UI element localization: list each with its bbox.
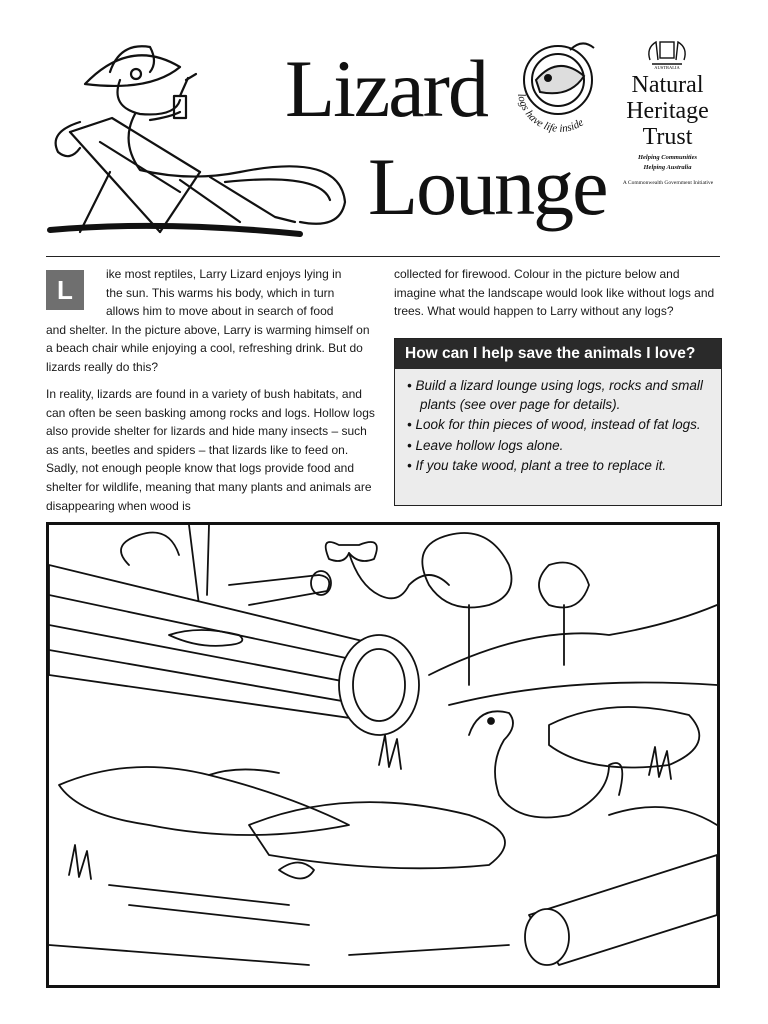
org-name-line1: Natural [631,72,704,98]
habitat-paragraph: In reality, lizards are found in a variety of bush habitats, and can often be seen basking among rocks and logs. Hollow logs also provide shelter for lizards and hide many insects – such as ants, beetles and spiders – that lizards like to feed on. Sadly, not enough people know that logs provide food and shelter for wildlife, meaning that many plants and animals are disappearing when wood is [46,387,375,513]
australia-crest-icon [642,36,692,70]
help-list-item: • Leave hollow logs alone. [407,437,564,453]
org-name-line3: Trust [642,124,693,150]
tagline-line1: Helping Communities [637,154,698,161]
page-title-line1: Lizard [285,43,487,134]
intro-line3: allows him to move about in search of food [106,304,334,319]
colour-in-paragraph: collected for firewood. Colour in the picture below and imagine what the landscape would look like without logs and trees. What would happen to Larry without any logs? [394,267,715,319]
tagline-line2: Helping Australia [643,164,692,171]
org-name-line2: Heritage [626,98,709,124]
help-box [394,338,722,506]
intro-line1: ike most reptiles, Larry Lizard enjoys lying in [106,267,342,281]
header-divider [46,256,720,257]
logs-logo-text: logs have life inside [514,92,586,135]
page-title-line2: Lounge [368,141,607,232]
colouring-scene-illustration [46,522,720,988]
help-list-item: • If you take wood, plant a tree to replace it. [407,458,667,473]
help-list [395,369,721,476]
intro-line2: the sun. This warms his body, which in turn [106,285,335,300]
crest-text: AUSTRALIA [654,65,680,70]
intro-paragraph-rest: and shelter. In the picture above, Larry is warming himself on a beach chair while enjoying a cool, refreshing drink. But do lizards really do this? [46,322,370,374]
help-list-item: • Look for thin pieces of wood, instead of fat logs. [407,417,701,432]
help-list-item: • Build a lizard lounge using logs, rocks and small plants (see over page for details). [407,378,703,412]
drop-cap: L [46,270,84,310]
help-box-heading: How can I help save the animals I love? [395,339,721,369]
initiative-label: A Commonwealth Government Initiative [622,180,714,186]
logs-have-life-inside-logo [500,34,618,146]
